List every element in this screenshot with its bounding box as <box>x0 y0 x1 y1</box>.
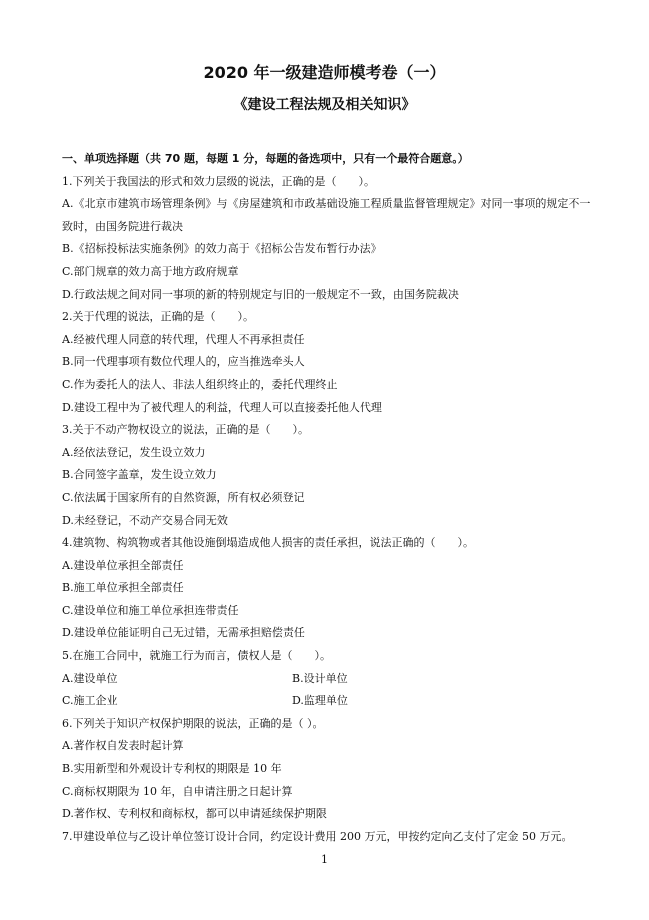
question-3-option-d: D.未经登记，不动产交易合同无效 <box>62 513 228 527</box>
question-2-option-a: A.经被代理人同意的转代理，代理人不再承担责任 <box>62 332 305 346</box>
page-title: 2020 年一级建造师模考卷（一） <box>203 63 446 82</box>
question-4-option-c: C.建设单位和施工单位承担连带责任 <box>62 603 239 617</box>
page-subtitle: 《建设工程法规及相关知识》 <box>233 97 416 113</box>
question-6-option-c: C.商标权期限为 10 年，自申请注册之日起计算 <box>62 784 293 798</box>
question-1-option-c: C.部门规章的效力高于地方政府规章 <box>62 264 239 278</box>
exam-content <box>62 148 592 848</box>
question-6-option-d: D.著作权、专利权和商标权，都可以申请延续保护期限 <box>62 807 327 821</box>
question-5-options-row-1 <box>62 668 592 691</box>
question-6-option-b: B.实用新型和外观设计专利权的期限是 10 年 <box>62 762 282 776</box>
question-4-option-d: D.建设单位能证明自己无过错，无需承担赔偿责任 <box>62 626 305 640</box>
question-2-stem: 2.关于代理的说法，正确的是（ ）。 <box>62 310 254 324</box>
question-1-option-a: A.《北京市建筑市场管理条例》与《房屋建筑和市政基础设施工程质量监督管理规定》对同一事项的规定不一致时，由国务院进行裁决 <box>62 197 591 233</box>
question-5-stem: 5.在施工合同中，就施工行为而言，债权人是（ ）。 <box>62 649 331 663</box>
question-4-option-b: B.施工单位承担全部责任 <box>62 581 184 595</box>
question-1-option-d: D.行政法规之间对同一事项的新的特别规定与旧的一般规定不一致，由国务院裁决 <box>62 287 459 301</box>
section-heading: 一、单项选择题（共 70 题，每题 1 分，每题的备选项中，只有一个最符合题意。） <box>62 152 469 165</box>
question-3-option-b: B.合同签字盖章，发生设立效力 <box>62 468 217 482</box>
question-2-option-c: C.作为委托人的法人、非法人组织终止的，委托代理终止 <box>62 377 338 391</box>
question-6-option-a: A.著作权自发表时起计算 <box>62 739 184 753</box>
question-5-option-c: C.施工企业 <box>62 694 118 708</box>
question-6-stem: 6.下列关于知识产权保护期限的说法，正确的是（ ）。 <box>62 716 324 730</box>
question-5-option-b: B.设计单位 <box>292 671 348 685</box>
question-3-option-c: C.依法属于国家所有的自然资源，所有权必须登记 <box>62 490 305 504</box>
question-5-option-d: D.监理单位 <box>292 694 348 708</box>
question-2-option-d: D.建设工程中为了被代理人的利益，代理人可以直接委托他人代理 <box>62 400 382 414</box>
question-5-option-a: A.建设单位 <box>62 671 118 685</box>
question-3-stem: 3.关于不动产物权设立的说法，正确的是（ ）。 <box>62 423 309 437</box>
question-1-option-b: B.《招标投标法实施条例》的效力高于《招标公告发布暂行办法》 <box>62 242 382 256</box>
question-3-option-a: A.经依法登记，发生设立效力 <box>62 445 206 459</box>
question-4-stem: 4.建筑物、构筑物或者其他设施倒塌造成他人损害的责任承担，说法正确的（ ）。 <box>62 536 474 550</box>
question-1-stem: 1.下列关于我国法的形式和效力层级的说法，正确的是（ ）。 <box>62 174 375 188</box>
question-7-stem: 7.甲建设单位与乙设计单位签订设计合同，约定设计费用 200 万元，甲按约定向乙支付了定金 50 万元。 <box>62 829 573 843</box>
question-5-options-row-2 <box>62 690 592 713</box>
question-4-option-a: A.建设单位承担全部责任 <box>62 558 184 572</box>
page-number: 1 <box>321 853 328 866</box>
question-2-option-b: B.同一代理事项有数位代理人的，应当推选牵头人 <box>62 355 305 369</box>
